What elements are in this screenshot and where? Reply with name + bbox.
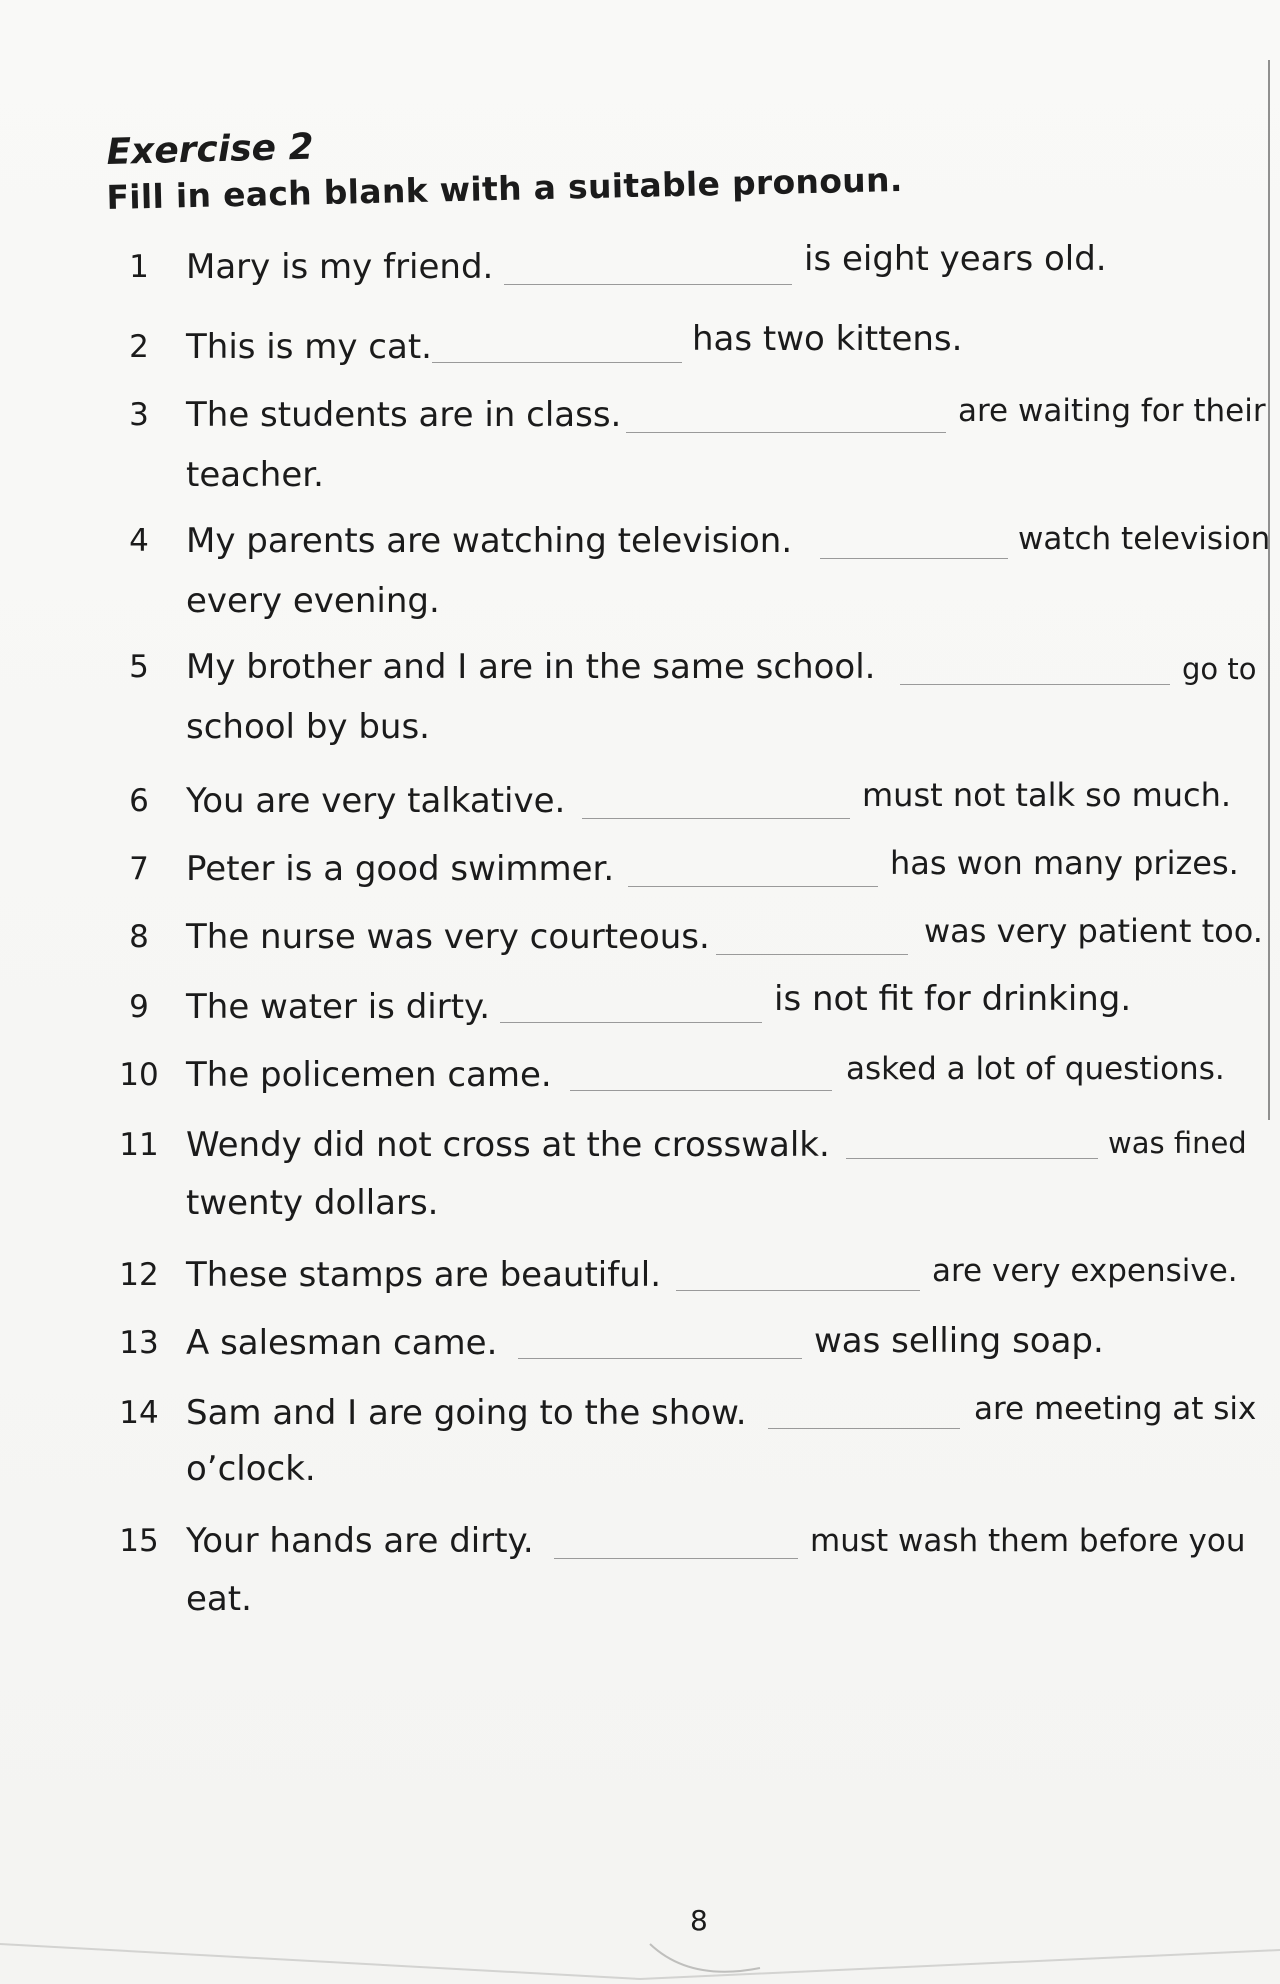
item-sentence: My parents are watching television. (186, 521, 793, 561)
item-number: 13 (119, 1325, 159, 1361)
item-number: 4 (129, 523, 149, 559)
answer-blank[interactable] (518, 1358, 802, 1359)
item-continuation-line: teacher. (186, 455, 324, 495)
item-sentence: The students are in class. (186, 395, 622, 435)
item-number: 1 (129, 249, 149, 285)
answer-blank[interactable] (626, 432, 946, 433)
answer-blank[interactable] (716, 954, 908, 955)
item-number: 5 (129, 649, 149, 685)
item-continuation: are meeting at six (974, 1391, 1257, 1427)
answer-blank[interactable] (900, 684, 1170, 685)
answer-blank[interactable] (820, 558, 1008, 559)
item-continuation: are very expensive. (932, 1253, 1238, 1289)
item-number: 7 (129, 851, 149, 887)
item-continuation: was very patient too. (924, 912, 1263, 950)
answer-blank[interactable] (570, 1090, 832, 1091)
item-sentence: Sam and I are going to the show. (186, 1393, 747, 1433)
item-sentence: You are very talkative. (186, 781, 566, 821)
item-continuation: has won many prizes. (890, 844, 1239, 882)
item-continuation: has two kittens. (692, 319, 963, 359)
item-sentence: Mary is my friend. (186, 247, 494, 287)
item-continuation: must wash them before you (810, 1523, 1246, 1559)
item-continuation: is not fit for drinking. (774, 979, 1132, 1019)
item-continuation-line: school by bus. (186, 707, 430, 747)
instruction-text: Fill in each blank with a suitable pronoun. (106, 159, 904, 217)
answer-blank[interactable] (628, 886, 878, 887)
item-number: 15 (119, 1523, 159, 1559)
item-number: 14 (119, 1395, 159, 1431)
answer-blank[interactable] (846, 1158, 1098, 1159)
item-number: 2 (129, 329, 149, 365)
exercise-title: Exercise 2 (106, 126, 315, 173)
binding-edge (1268, 60, 1270, 1120)
item-sentence: Your hands are dirty. (186, 1521, 534, 1561)
item-sentence: These stamps are beautiful. (186, 1255, 662, 1295)
item-continuation: was selling soap. (814, 1321, 1104, 1361)
item-continuation-line: every evening. (186, 581, 440, 621)
item-sentence: My brother and I are in the same school. (186, 647, 876, 687)
item-continuation: asked a lot of questions. (846, 1051, 1225, 1087)
item-sentence: The policemen came. (186, 1055, 552, 1095)
item-continuation-line: twenty dollars. (186, 1183, 439, 1223)
item-number: 3 (129, 397, 149, 433)
item-sentence: Peter is a good swimmer. (186, 849, 615, 889)
item-number: 8 (129, 919, 149, 955)
item-continuation: watch television (1018, 521, 1271, 557)
page-number: 8 (690, 1904, 708, 1937)
item-continuation: are waiting for their (958, 393, 1266, 429)
item-continuation-line: eat. (186, 1579, 252, 1619)
item-continuation-line: o’clock. (186, 1449, 316, 1489)
item-number: 10 (119, 1057, 159, 1093)
item-continuation: is eight years old. (804, 239, 1107, 279)
answer-blank[interactable] (432, 362, 682, 363)
item-continuation: must not talk so much. (862, 776, 1232, 814)
item-sentence: The water is dirty. (186, 987, 491, 1027)
answer-blank[interactable] (676, 1290, 920, 1291)
answer-blank[interactable] (504, 284, 792, 285)
item-continuation: go to (1182, 652, 1257, 686)
item-sentence: This is my cat. (186, 327, 432, 367)
item-number: 12 (119, 1257, 159, 1293)
item-number: 9 (129, 989, 149, 1025)
answer-blank[interactable] (554, 1558, 798, 1559)
item-number: 6 (129, 783, 149, 819)
item-continuation: was fined (1108, 1126, 1247, 1160)
answer-blank[interactable] (500, 1022, 762, 1023)
answer-blank[interactable] (768, 1428, 960, 1429)
item-sentence: Wendy did not cross at the crosswalk. (186, 1125, 830, 1165)
answer-blank[interactable] (582, 818, 850, 819)
item-sentence: A salesman came. (186, 1323, 498, 1363)
item-sentence: The nurse was very courteous. (186, 917, 710, 957)
page-fold-shadow (0, 1904, 1280, 1984)
item-number: 11 (119, 1127, 159, 1163)
